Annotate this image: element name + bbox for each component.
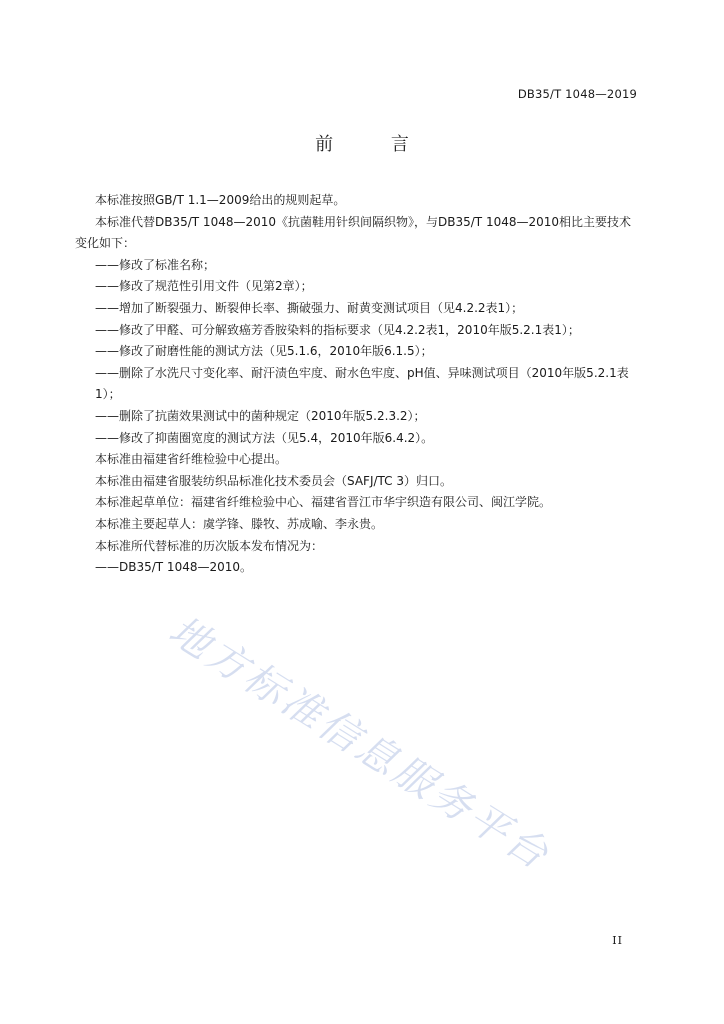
history-item: ——DB35/T 1048—2010。: [95, 560, 253, 575]
list-item: ——修改了耐磨性能的测试方法（见5.1.6，2010年版6.1.5）；: [95, 344, 433, 359]
paragraph-proposer: 本标准由福建省纤维检验中心提出。: [95, 452, 288, 467]
watermark: 地方标准信息服务平台: [160, 607, 559, 880]
paragraph-drafting-rules: 本标准按照GB/T 1.1—2009给出的规则起草。: [95, 193, 346, 207]
list-item: ——修改了规范性引用文件（见第2章）；: [95, 279, 313, 294]
document-code: DB35/T 1048—2019: [517, 87, 637, 101]
list-item: ——删除了水洗尺寸变化率、耐汗渍色牢度、耐水色牢度、pH值、异味测试项目（2010年版5.2.1表1）；: [95, 365, 629, 402]
list-item: ——修改了抑菌圈宽度的测试方法（见5.4，2010年版6.4.2）。: [95, 430, 434, 445]
paragraph-drafting-units: 本标准起草单位：福建省纤维检验中心、福建省晋江市华宇织造有限公司、闽江学院。: [95, 495, 552, 510]
page-title: 前 言: [315, 134, 435, 155]
paragraph-committee: 本标准由福建省服装纺织品标准化技术委员会（SAFJ/TC 3）归口。: [95, 473, 452, 488]
paragraph-replacement: 本标准代替DB35/T 1048—2010《抗菌鞋用针织间隔织物》，与DB35/T 1048—2010相比主要技术变化如下：: [75, 214, 632, 251]
page-number: II: [612, 934, 623, 947]
list-item: ——增加了断裂强力、断裂伸长率、撕破强力、耐黄变测试项目（见4.2.2表1）；: [95, 300, 524, 315]
paragraph-version-history: 本标准所代替标准的历次版本发布情况为：: [95, 538, 324, 553]
list-item: ——修改了标准名称；: [95, 257, 216, 272]
foreword-body: [75, 190, 641, 579]
list-item: ——修改了甲醛、可分解致癌芳香胺染料的指标要求（见4.2.2表1，2010年版5.2.1表1）；: [95, 322, 580, 337]
list-item: ——删除了抗菌效果测试中的菌种规定（2010年版5.2.3.2）；: [95, 408, 426, 423]
paragraph-drafters: 本标准主要起草人：虞学锋、滕牧、苏成喻、李永贵。: [95, 516, 384, 531]
